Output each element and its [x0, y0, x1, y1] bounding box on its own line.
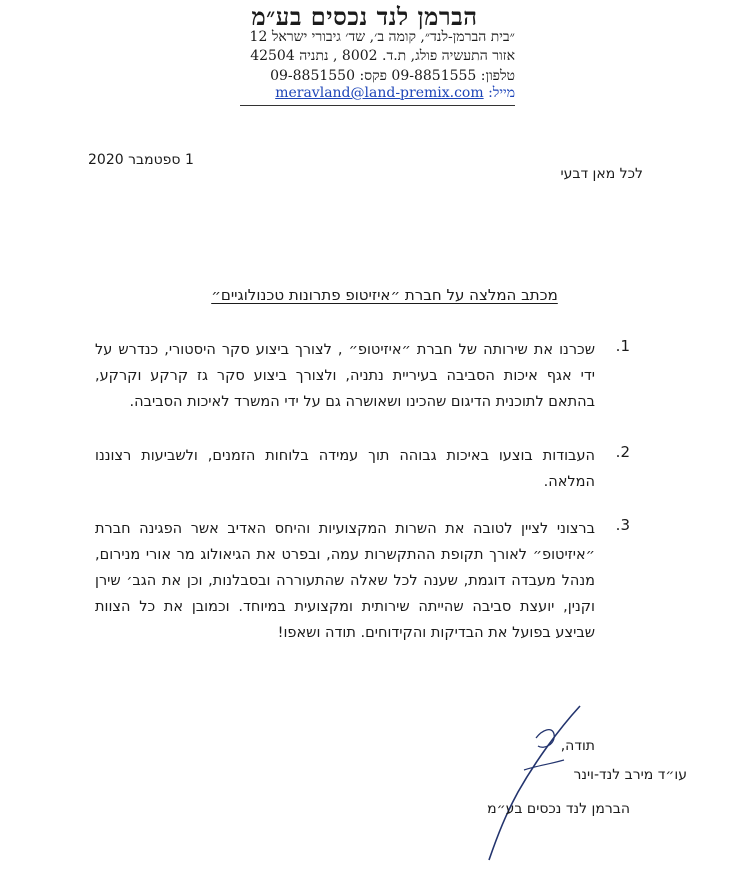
letter-subject: מכתב המלצה על חברת ״איזיטופ פתרונות טכנולוגיים״ — [211, 286, 558, 304]
closing-thanks: תודה, — [560, 738, 595, 754]
letterhead-divider — [240, 105, 515, 106]
signer-company: הברמן לנד נכסים בע״מ — [487, 801, 630, 817]
item-number: 2. — [615, 443, 630, 461]
email-line — [205, 85, 515, 102]
item-number: 1. — [615, 337, 630, 355]
list-item — [95, 443, 630, 495]
company-name: הברמן לנד נכסים בע״מ — [251, 2, 478, 31]
item-text: שכרנו את שירותה של חברת ״איזיטופ״ , לצורך ביצוע סקר היסטורי, כנדרש על ידי אגף איכות הסביבה בעיריית נתניה, ולצורך ביצוע סקר גז קרקע וקרקע, בהתאם לתוכנית הדיגום שהכינו ושאושרה גם על ידי המשרד לאיכות הסביבה. — [95, 342, 595, 410]
letter-date: 1 ספטמבר 2020 — [88, 152, 194, 168]
phone-fax-line: טלפון: 09-8851555 פקס: 09-8851550 — [270, 68, 515, 84]
signer-name: עו״ד מירב לנד-וינר — [573, 767, 687, 783]
email-label: מייל: — [488, 85, 515, 101]
address-line-2: אזור התעשיה פולג, ת.ד. 8002 , נתניה 42504 — [250, 48, 515, 64]
item-text: ברצוני לציין לטובה את השרות המקצועיות והיחס האדיב אשר הפגינה חברת ״איזיטופ״ לאורך תקופת ההתקשרות עמה, ובפרט את הגיאולוג מר אורי מנירום, מנהל מעבדה דוגמת, שענה לכל שאלה שהתעוררה ובסבלנות, וכן את הגב׳ שירן וקנין, יועצת סביבה שהייתה שירותית ומקצועית במיוחד. וכמובן את כל הצוות שביצע בפועל את הבדיקות והקידוחים. תודה ושאפו! — [95, 521, 595, 641]
email-link[interactable]: meravland@land-premix.com — [275, 85, 484, 101]
item-number: 3. — [615, 516, 630, 534]
item-text: העבודות בוצעו באיכות גבוהה תוך עמידה בלוחות הזמנים, ולשביעות רצוננו המלאה. — [95, 448, 595, 490]
list-item — [95, 516, 630, 646]
address-line-1: ״בית הברמן-לנד״, קומה ב׳, שד׳ גיבורי ישראל 12 — [249, 29, 515, 45]
list-item — [95, 337, 630, 415]
greeting: לכל מאן דבעי — [560, 166, 643, 182]
